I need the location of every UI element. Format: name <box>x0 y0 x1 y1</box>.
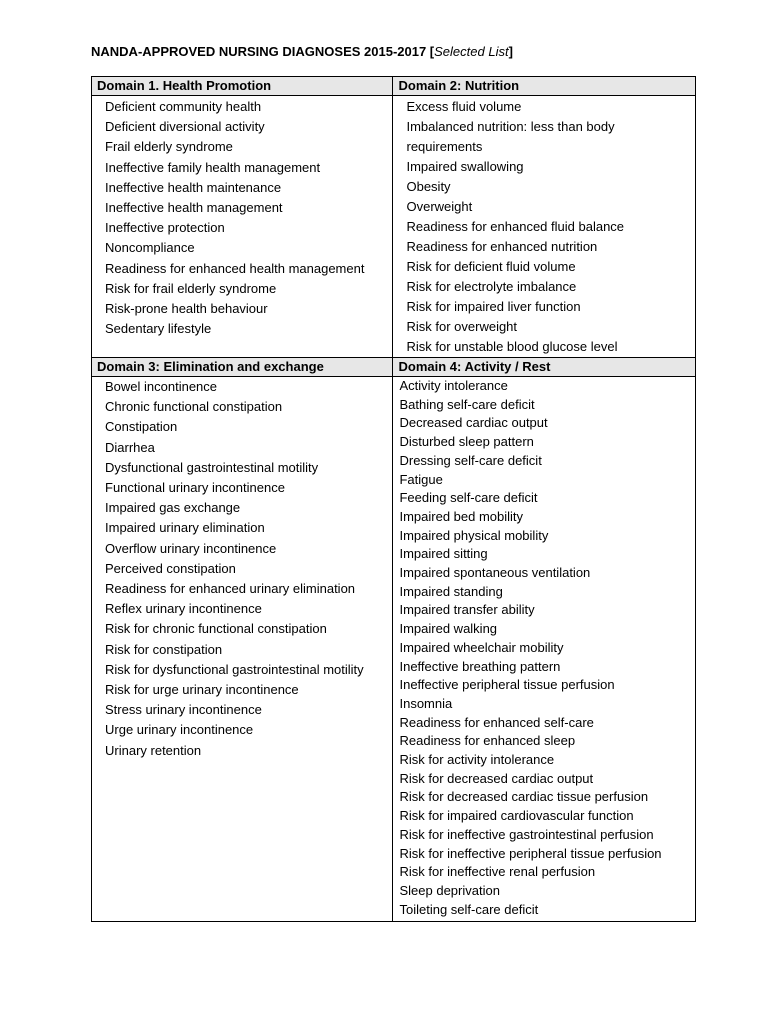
diagnosis-item: Bathing self-care deficit <box>399 396 535 412</box>
diagnosis-item: Impaired gas exchange <box>105 500 241 516</box>
diagnosis-item: Readiness for enhanced sleep <box>399 733 576 749</box>
domain-heading-3: Domain 3: Elimination and exchange <box>92 358 393 377</box>
diagnosis-item: Readiness for enhanced self-care <box>399 714 594 730</box>
diagnosis-item: Readiness for enhanced health management <box>105 260 365 276</box>
diagnosis-item: Activity intolerance <box>399 378 508 393</box>
diagnosis-item: Ineffective protection <box>105 220 225 236</box>
diagnosis-item: Noncompliance <box>105 240 195 256</box>
diagnosis-item: Impaired wheelchair mobility <box>399 639 564 655</box>
title-close-bracket: ] <box>508 44 513 59</box>
diagnosis-item: Ineffective health maintenance <box>105 179 282 195</box>
diagnosis-item: Risk for unstable blood glucose level <box>406 339 618 354</box>
diagnosis-item: Risk for overweight <box>406 319 518 334</box>
diagnosis-item: Feeding self-care deficit <box>399 490 538 506</box>
diagnosis-item: Risk for electrolyte imbalance <box>406 279 577 294</box>
diagnosis-item: Dressing self-care deficit <box>399 452 542 468</box>
diagnosis-item: Risk for chronic functional constipation <box>105 621 327 637</box>
diagnosis-item: Overweight <box>406 199 473 214</box>
domain-heading-4: Domain 4: Activity / Rest <box>393 358 696 377</box>
diagnosis-item: Urinary retention <box>105 742 202 758</box>
domain-list-1 <box>92 96 392 339</box>
title-text: NANDA-APPROVED NURSING DIAGNOSES 2015-2017 [ <box>91 44 435 59</box>
domain-heading-2: Domain 2: Nutrition <box>393 77 696 96</box>
diagnosis-item: Impaired physical mobility <box>399 527 549 543</box>
diagnosis-item: Deficient community health <box>105 99 262 114</box>
diagnosis-item: requirements <box>406 139 483 154</box>
diagnosis-item: Risk-prone health behaviour <box>105 301 268 317</box>
diagnosis-item: Ineffective family health management <box>105 159 321 175</box>
diagnoses-table <box>91 76 696 922</box>
diagnosis-item: Excess fluid volume <box>406 99 522 114</box>
diagnosis-item: Sedentary lifestyle <box>105 321 212 337</box>
diagnosis-item: Diarrhea <box>105 439 155 455</box>
diagnosis-item: Impaired transfer ability <box>399 602 535 618</box>
diagnosis-item: Readiness for enhanced nutrition <box>406 239 598 254</box>
diagnosis-item: Stress urinary incontinence <box>105 702 262 718</box>
header-row-bottom <box>92 358 696 377</box>
diagnosis-item: Ineffective health management <box>105 200 283 216</box>
diagnosis-item: Readiness for enhanced urinary elimination <box>105 581 356 597</box>
diagnosis-item: Impaired swallowing <box>406 159 524 174</box>
diagnosis-item: Fatigue <box>399 471 443 487</box>
diagnosis-item: Sleep deprivation <box>399 882 500 898</box>
diagnosis-item: Reflex urinary incontinence <box>105 601 262 617</box>
diagnosis-item: Impaired urinary elimination <box>105 520 265 536</box>
domain-cell-3 <box>92 377 393 922</box>
diagnosis-item: Risk for dysfunctional gastrointestinal motility <box>105 661 364 677</box>
diagnosis-item: Perceived constipation <box>105 560 236 576</box>
diagnosis-item: Ineffective peripheral tissue perfusion <box>399 677 615 693</box>
diagnosis-item: Chronic functional constipation <box>105 399 283 415</box>
diagnosis-item: Impaired walking <box>399 621 498 637</box>
diagnosis-item: Risk for impaired liver function <box>406 299 581 314</box>
diagnosis-item: Risk for ineffective renal perfusion <box>399 864 596 880</box>
page-title <box>91 44 513 59</box>
diagnosis-item: Impaired bed mobility <box>399 508 524 524</box>
diagnosis-item: Risk for ineffective peripheral tissue perfusion <box>399 845 662 861</box>
diagnosis-item: Insomnia <box>399 695 453 711</box>
diagnosis-item: Functional urinary incontinence <box>105 480 285 496</box>
domain-heading-1: Domain 1. Health Promotion <box>92 77 393 96</box>
domain-cell-4 <box>393 377 696 922</box>
diagnosis-item: Impaired sitting <box>399 546 488 562</box>
diagnosis-item: Risk for ineffective gastrointestinal perfusion <box>399 826 654 842</box>
diagnosis-item: Risk for decreased cardiac output <box>399 770 594 786</box>
diagnosis-item: Impaired standing <box>399 583 503 599</box>
diagnosis-item: Readiness for enhanced fluid balance <box>406 219 625 234</box>
content-row-top <box>92 96 696 358</box>
diagnosis-item: Risk for urge urinary incontinence <box>105 682 299 698</box>
diagnosis-item: Frail elderly syndrome <box>105 139 233 155</box>
content-row-bottom <box>92 377 696 922</box>
domain-list-4 <box>393 377 695 921</box>
diagnosis-item: Impaired spontaneous ventilation <box>399 565 591 581</box>
diagnosis-item: Toileting self-care deficit <box>399 901 539 917</box>
diagnosis-item: Obesity <box>406 179 451 194</box>
diagnosis-item: Ineffective breathing pattern <box>399 658 561 674</box>
diagnosis-item: Disturbed sleep pattern <box>399 434 534 450</box>
diagnosis-item: Risk for deficient fluid volume <box>406 259 576 274</box>
diagnosis-item: Risk for decreased cardiac tissue perfusion <box>399 789 649 805</box>
title-subtitle: Selected List <box>434 44 509 59</box>
diagnosis-item: Overflow urinary incontinence <box>105 540 277 556</box>
diagnosis-item: Risk for impaired cardiovascular function <box>399 808 634 824</box>
diagnosis-item: Risk for activity intolerance <box>399 752 555 768</box>
header-row-top <box>92 77 696 96</box>
diagnosis-item: Bowel incontinence <box>105 379 218 394</box>
diagnosis-item: Decreased cardiac output <box>399 415 548 431</box>
diagnosis-item: Constipation <box>105 419 178 435</box>
diagnosis-item: Risk for frail elderly syndrome <box>105 280 277 296</box>
domain-list-2 <box>393 96 695 357</box>
diagnosis-item: Urge urinary incontinence <box>105 722 254 738</box>
domain-cell-2 <box>393 96 696 358</box>
diagnosis-item: Risk for constipation <box>105 641 223 657</box>
diagnosis-item: Imbalanced nutrition: less than body <box>406 119 615 134</box>
diagnosis-item: Deficient diversional activity <box>105 119 265 135</box>
diagnosis-item: Dysfunctional gastrointestinal motility <box>105 459 319 475</box>
domain-cell-1 <box>92 96 393 358</box>
domain-list-3 <box>92 377 392 761</box>
